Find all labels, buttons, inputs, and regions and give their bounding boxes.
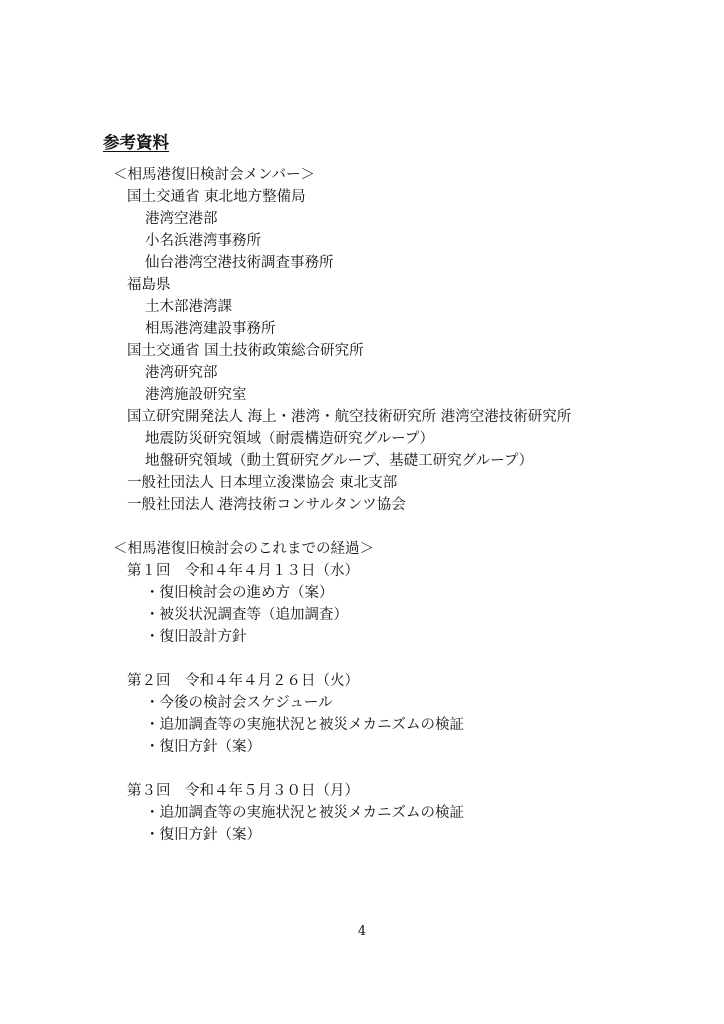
meeting-session-title: 第２回 令和４年４月２６日（火） (127, 673, 359, 689)
member-unit: 土木部港湾課 (145, 299, 232, 315)
member-unit: 港湾空港部 (145, 211, 218, 227)
meeting-agenda-item: ・被災状況調査等（追加調査） (145, 607, 348, 623)
meetings-section (113, 538, 693, 846)
meeting-agenda-item: ・今後の検討会スケジュール (145, 695, 333, 711)
meeting-agenda-item: ・追加調査等の実施状況と被災メカニズムの検証 (145, 717, 464, 733)
page-title: 参考資料 (103, 133, 169, 152)
members-heading: ＜相馬港復旧検討会メンバー＞ (113, 167, 315, 183)
meeting-session-title: 第３回 令和４年５月３０日（月） (127, 783, 359, 799)
member-organization: 国土交通省 東北地方整備局 (127, 189, 306, 205)
member-organization: 国土交通省 国土技術政策総合研究所 (127, 343, 364, 359)
member-unit: 小名浜港湾事務所 (145, 233, 261, 249)
member-organization: 国立研究開発法人 海上・港湾・航空技術研究所 港湾空港技術研究所 (127, 409, 572, 425)
member-unit: 相馬港湾建設事務所 (145, 321, 276, 337)
spacer (113, 648, 693, 670)
member-unit: 地盤研究領域（動土質研究グループ、基礎工研究グループ） (145, 453, 534, 469)
meeting-agenda-item: ・復旧方針（案） (145, 739, 261, 755)
member-unit: 港湾研究部 (145, 365, 218, 381)
member-organization: 一般社団法人 港湾技術コンサルタンツ協会 (127, 497, 406, 513)
member-unit: 仙台港湾空港技術調査事務所 (145, 255, 334, 271)
meeting-session-title: 第１回 令和４年４月１３日（水） (127, 563, 359, 579)
meeting-agenda-item: ・復旧方針（案） (145, 827, 261, 843)
meeting-agenda-item: ・復旧検討会の進め方（案） (145, 585, 334, 601)
meeting-agenda-item: ・追加調査等の実施状況と被災メカニズムの検証 (145, 805, 464, 821)
meetings-heading: ＜相馬港復旧検討会のこれまでの経過＞ (113, 541, 374, 557)
member-unit: 地震防災研究領域（耐震構造研究グループ） (145, 431, 434, 447)
members-section (113, 164, 693, 516)
page-number: 4 (357, 924, 367, 939)
member-unit: 港湾施設研究室 (145, 387, 247, 403)
spacer (113, 758, 693, 780)
member-organization: 福島県 (127, 277, 171, 293)
meeting-agenda-item: ・復旧設計方針 (145, 629, 247, 645)
member-organization: 一般社団法人 日本埋立浚渫協会 東北支部 (127, 475, 398, 491)
